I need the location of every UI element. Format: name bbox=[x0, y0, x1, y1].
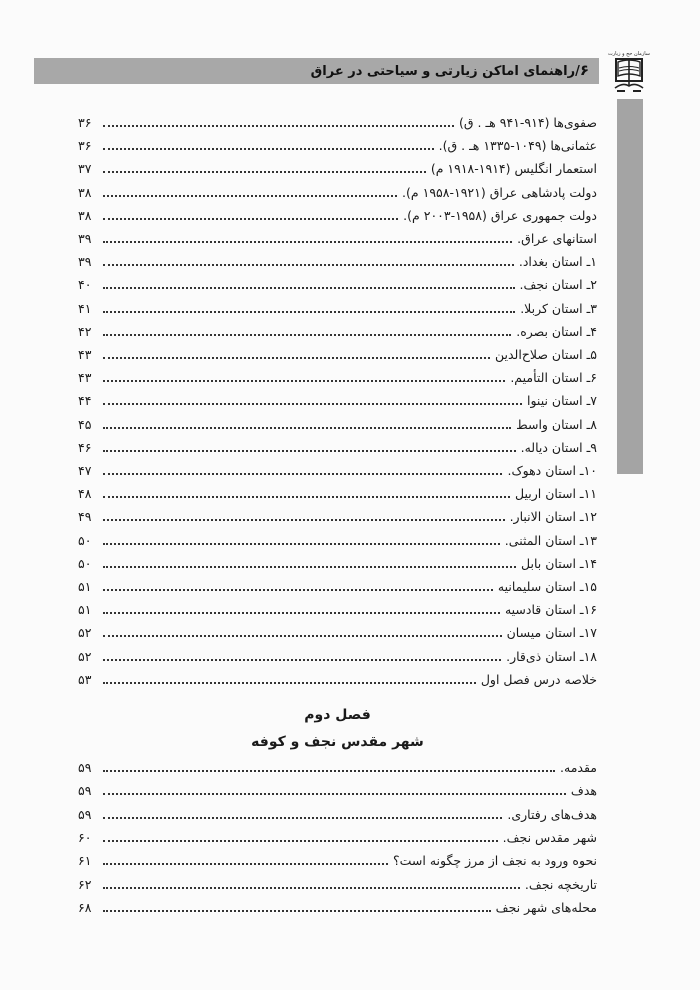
toc-entry-page: ۵۹ bbox=[78, 783, 92, 799]
toc-entry[interactable] bbox=[78, 778, 597, 800]
toc-leader-dots bbox=[103, 380, 505, 382]
toc-entry[interactable] bbox=[78, 755, 597, 777]
toc-entry[interactable] bbox=[78, 133, 597, 155]
logo-caption: سازمان حج و زیارت bbox=[608, 51, 650, 57]
toc-entry-page: ۵۰ bbox=[78, 532, 92, 548]
toc-entry[interactable] bbox=[78, 528, 597, 550]
toc-entry-page: ۵۱ bbox=[78, 579, 92, 594]
header-book-title: راهنمای اماکن زیارتی و سیاحتی در عراق bbox=[310, 64, 576, 79]
toc-entry-page: ۶۲ bbox=[78, 876, 92, 892]
toc-entry-page: ۶۰ bbox=[78, 829, 92, 845]
chapter-side-tab bbox=[617, 99, 643, 474]
toc-entry-page: ۳۸ bbox=[78, 184, 92, 200]
toc-entry-page: ۵۱ bbox=[78, 602, 92, 618]
toc-leader-dots bbox=[103, 334, 511, 336]
toc-entry-page: ۴۶ bbox=[78, 439, 92, 455]
toc-entry[interactable] bbox=[78, 365, 597, 387]
toc-entry-title: محله‌های شهر نجف bbox=[495, 899, 597, 915]
toc-entry[interactable] bbox=[78, 848, 597, 870]
toc-entry-page: ۵۳ bbox=[78, 671, 92, 687]
toc-entry-page: ۴۳ bbox=[78, 370, 92, 386]
toc-leader-dots bbox=[103, 287, 515, 289]
toc-leader-dots bbox=[103, 171, 426, 173]
toc-entry-title: استعمار انگلیس (۱۹۱۴-۱۹۱۸ م) bbox=[430, 161, 597, 177]
toc-entry[interactable] bbox=[78, 435, 597, 457]
toc-entry-page: ۵۹ bbox=[78, 760, 92, 775]
toc-leader-dots bbox=[103, 473, 502, 475]
toc-entry-title: عثمانی‌ها (۱۰۴۹-۱۳۳۵ هـ . ق). bbox=[438, 138, 597, 154]
toc-leader-dots bbox=[103, 910, 491, 912]
toc-entry-title: ۵ـ استان صلاح‌الدین bbox=[494, 347, 597, 362]
toc-entry-page: ۳۶ bbox=[78, 138, 92, 154]
toc-entry-page: ۵۲ bbox=[78, 648, 92, 664]
toc-entry-title: شهر مقدس نجف. bbox=[502, 829, 597, 845]
toc-entry[interactable] bbox=[78, 110, 597, 132]
toc-entry-title: ۱۷ـ استان میسان bbox=[506, 625, 597, 641]
toc-entry[interactable] bbox=[78, 825, 597, 847]
toc-entry-title: تاریخچه نجف. bbox=[524, 876, 597, 892]
toc-entry-title: هدف bbox=[570, 783, 597, 799]
toc-leader-dots bbox=[103, 195, 397, 197]
toc-entry[interactable] bbox=[78, 872, 597, 894]
toc-entry[interactable] bbox=[78, 481, 597, 503]
toc-leader-dots bbox=[103, 311, 515, 313]
toc-entry-page: ۵۲ bbox=[78, 625, 92, 641]
toc-leader-dots bbox=[103, 218, 398, 220]
toc-leader-dots bbox=[103, 635, 502, 637]
toc-entry-page: ۴۹ bbox=[78, 509, 92, 525]
toc-leader-dots bbox=[103, 887, 520, 889]
toc-leader-dots bbox=[103, 659, 501, 661]
toc-entry-title: مقدمه. bbox=[560, 760, 597, 775]
toc-entry-page: ۴۱ bbox=[78, 300, 92, 316]
toc-leader-dots bbox=[103, 817, 502, 819]
toc-entry-title: ۱۸ـ استان ذی‌قار. bbox=[506, 648, 597, 664]
toc-entry-title: دولت جمهوری عراق (۱۹۵۸-۲۰۰۳ م). bbox=[403, 207, 597, 223]
toc-entry-title: صفوی‌ها (۹۱۴-۹۴۱ هـ . ق) bbox=[459, 115, 597, 130]
toc-entry[interactable] bbox=[78, 574, 597, 596]
toc-entry[interactable] bbox=[78, 319, 597, 341]
toc-entry-page: ۴۲ bbox=[78, 323, 92, 339]
header-separator: / bbox=[575, 64, 580, 79]
toc-entry-page: ۳۷ bbox=[78, 161, 92, 177]
toc-entry[interactable] bbox=[78, 249, 597, 271]
toc-leader-dots bbox=[103, 264, 514, 266]
toc-leader-dots bbox=[103, 450, 516, 452]
toc-entry[interactable] bbox=[78, 551, 597, 573]
toc-entry[interactable] bbox=[78, 504, 597, 526]
toc-leader-dots bbox=[103, 612, 500, 614]
toc-entry[interactable] bbox=[78, 412, 597, 434]
toc-leader-dots bbox=[103, 863, 388, 865]
toc-entry-page: ۴۷ bbox=[78, 463, 92, 478]
toc-leader-dots bbox=[103, 840, 498, 842]
toc-entry[interactable] bbox=[78, 802, 597, 824]
toc-entry-page: ۵۰ bbox=[78, 555, 92, 571]
toc-entry-title: ۶ـ استان التأمیم. bbox=[510, 370, 597, 386]
toc-leader-dots bbox=[103, 589, 493, 591]
toc-entry[interactable] bbox=[78, 644, 597, 666]
toc-entry-title: هدف‌های رفتاری. bbox=[507, 806, 597, 822]
toc-entry-page: ۶۱ bbox=[78, 853, 92, 869]
toc-entry-page: ۳۸ bbox=[78, 207, 92, 223]
toc-entry-title: دولت پادشاهی عراق (۱۹۲۱-۱۹۵۸ م). bbox=[402, 184, 597, 200]
toc-entry-page: ۴۰ bbox=[78, 277, 92, 293]
toc-entry[interactable] bbox=[78, 667, 597, 689]
header-page-number: ۶ bbox=[579, 61, 589, 79]
publisher-logo-icon bbox=[608, 48, 650, 94]
toc-entry-title: ۸ـ استان واسط bbox=[516, 416, 597, 432]
toc-entry-title: ۱۰ـ استان دهوک. bbox=[507, 463, 597, 478]
toc-entry-page: ۴۳ bbox=[78, 347, 92, 362]
toc-leader-dots bbox=[103, 519, 505, 521]
toc-entry[interactable] bbox=[78, 180, 597, 202]
toc-entry[interactable] bbox=[78, 272, 597, 294]
toc-entry-title: ۹ـ استان دیاله. bbox=[520, 439, 597, 455]
toc-entry-page: ۵۹ bbox=[78, 806, 92, 822]
toc-entry[interactable] bbox=[78, 458, 597, 480]
toc-entry-title: نحوه ورود به نجف از مرز چگونه است؟ bbox=[393, 853, 597, 869]
chapter-2-title: شهر مقدس نجف و کوفه bbox=[251, 734, 424, 750]
toc-leader-dots bbox=[103, 793, 566, 795]
toc-entry-page: ۴۴ bbox=[78, 393, 92, 409]
toc-entry-page: ۶۸ bbox=[78, 899, 92, 915]
toc-entry-title: ۷ـ استان نینوا bbox=[527, 393, 597, 409]
toc-entry-title: ۱۱ـ استان اربیل bbox=[515, 486, 597, 502]
toc-entry-title: ۱۲ـ استان الانبار. bbox=[509, 509, 597, 525]
toc-entry-page: ۳۶ bbox=[78, 115, 92, 130]
toc-entry-title: ۴ـ استان بصره. bbox=[516, 323, 597, 339]
toc-leader-dots bbox=[103, 682, 476, 684]
toc-entry[interactable] bbox=[78, 203, 597, 225]
toc-leader-dots bbox=[103, 496, 510, 498]
toc-entry-page: ۳۹ bbox=[78, 231, 92, 246]
chapter-2-label: فصل دوم bbox=[304, 707, 371, 723]
toc-entry[interactable] bbox=[78, 895, 597, 917]
toc-leader-dots bbox=[103, 543, 500, 545]
toc-entry-title: ۱۴ـ استان بابل bbox=[521, 555, 597, 571]
toc-entry[interactable] bbox=[78, 388, 597, 410]
toc-leader-dots bbox=[103, 770, 555, 772]
toc-entry[interactable] bbox=[78, 342, 597, 364]
toc-leader-dots bbox=[103, 148, 434, 150]
toc-leader-dots bbox=[103, 403, 522, 405]
toc-entry-title: استانهای عراق. bbox=[517, 231, 597, 246]
running-header bbox=[34, 58, 599, 84]
toc-entry-title: خلاصه درس فصل اول bbox=[480, 671, 597, 687]
toc-leader-dots bbox=[103, 125, 454, 127]
toc-entry[interactable] bbox=[78, 597, 597, 619]
toc-entry-title: ۱۳ـ استان المثنی. bbox=[504, 532, 597, 548]
header-title bbox=[311, 61, 589, 79]
toc-entry[interactable] bbox=[78, 296, 597, 318]
toc-entry[interactable] bbox=[78, 226, 597, 248]
toc-leader-dots bbox=[103, 357, 490, 359]
toc-entry-title: ۱۶ـ استان قادسیه bbox=[504, 602, 597, 618]
toc-entry[interactable] bbox=[78, 156, 597, 178]
toc-leader-dots bbox=[103, 566, 516, 568]
toc-entry-title: ۱ـ استان بغداد. bbox=[518, 254, 597, 270]
toc-entry[interactable] bbox=[78, 620, 597, 642]
toc-entry-page: ۴۸ bbox=[78, 486, 92, 502]
toc-entry-title: ۳ـ استان کربلا. bbox=[520, 300, 597, 316]
toc-entry-page: ۴۵ bbox=[78, 416, 92, 432]
toc-entry-title: ۲ـ استان نجف. bbox=[519, 277, 597, 293]
toc-entry-page: ۳۹ bbox=[78, 254, 92, 270]
toc-entry-title: ۱۵ـ استان سلیمانیه bbox=[497, 579, 597, 594]
toc-leader-dots bbox=[103, 427, 511, 429]
toc-leader-dots bbox=[103, 241, 512, 243]
